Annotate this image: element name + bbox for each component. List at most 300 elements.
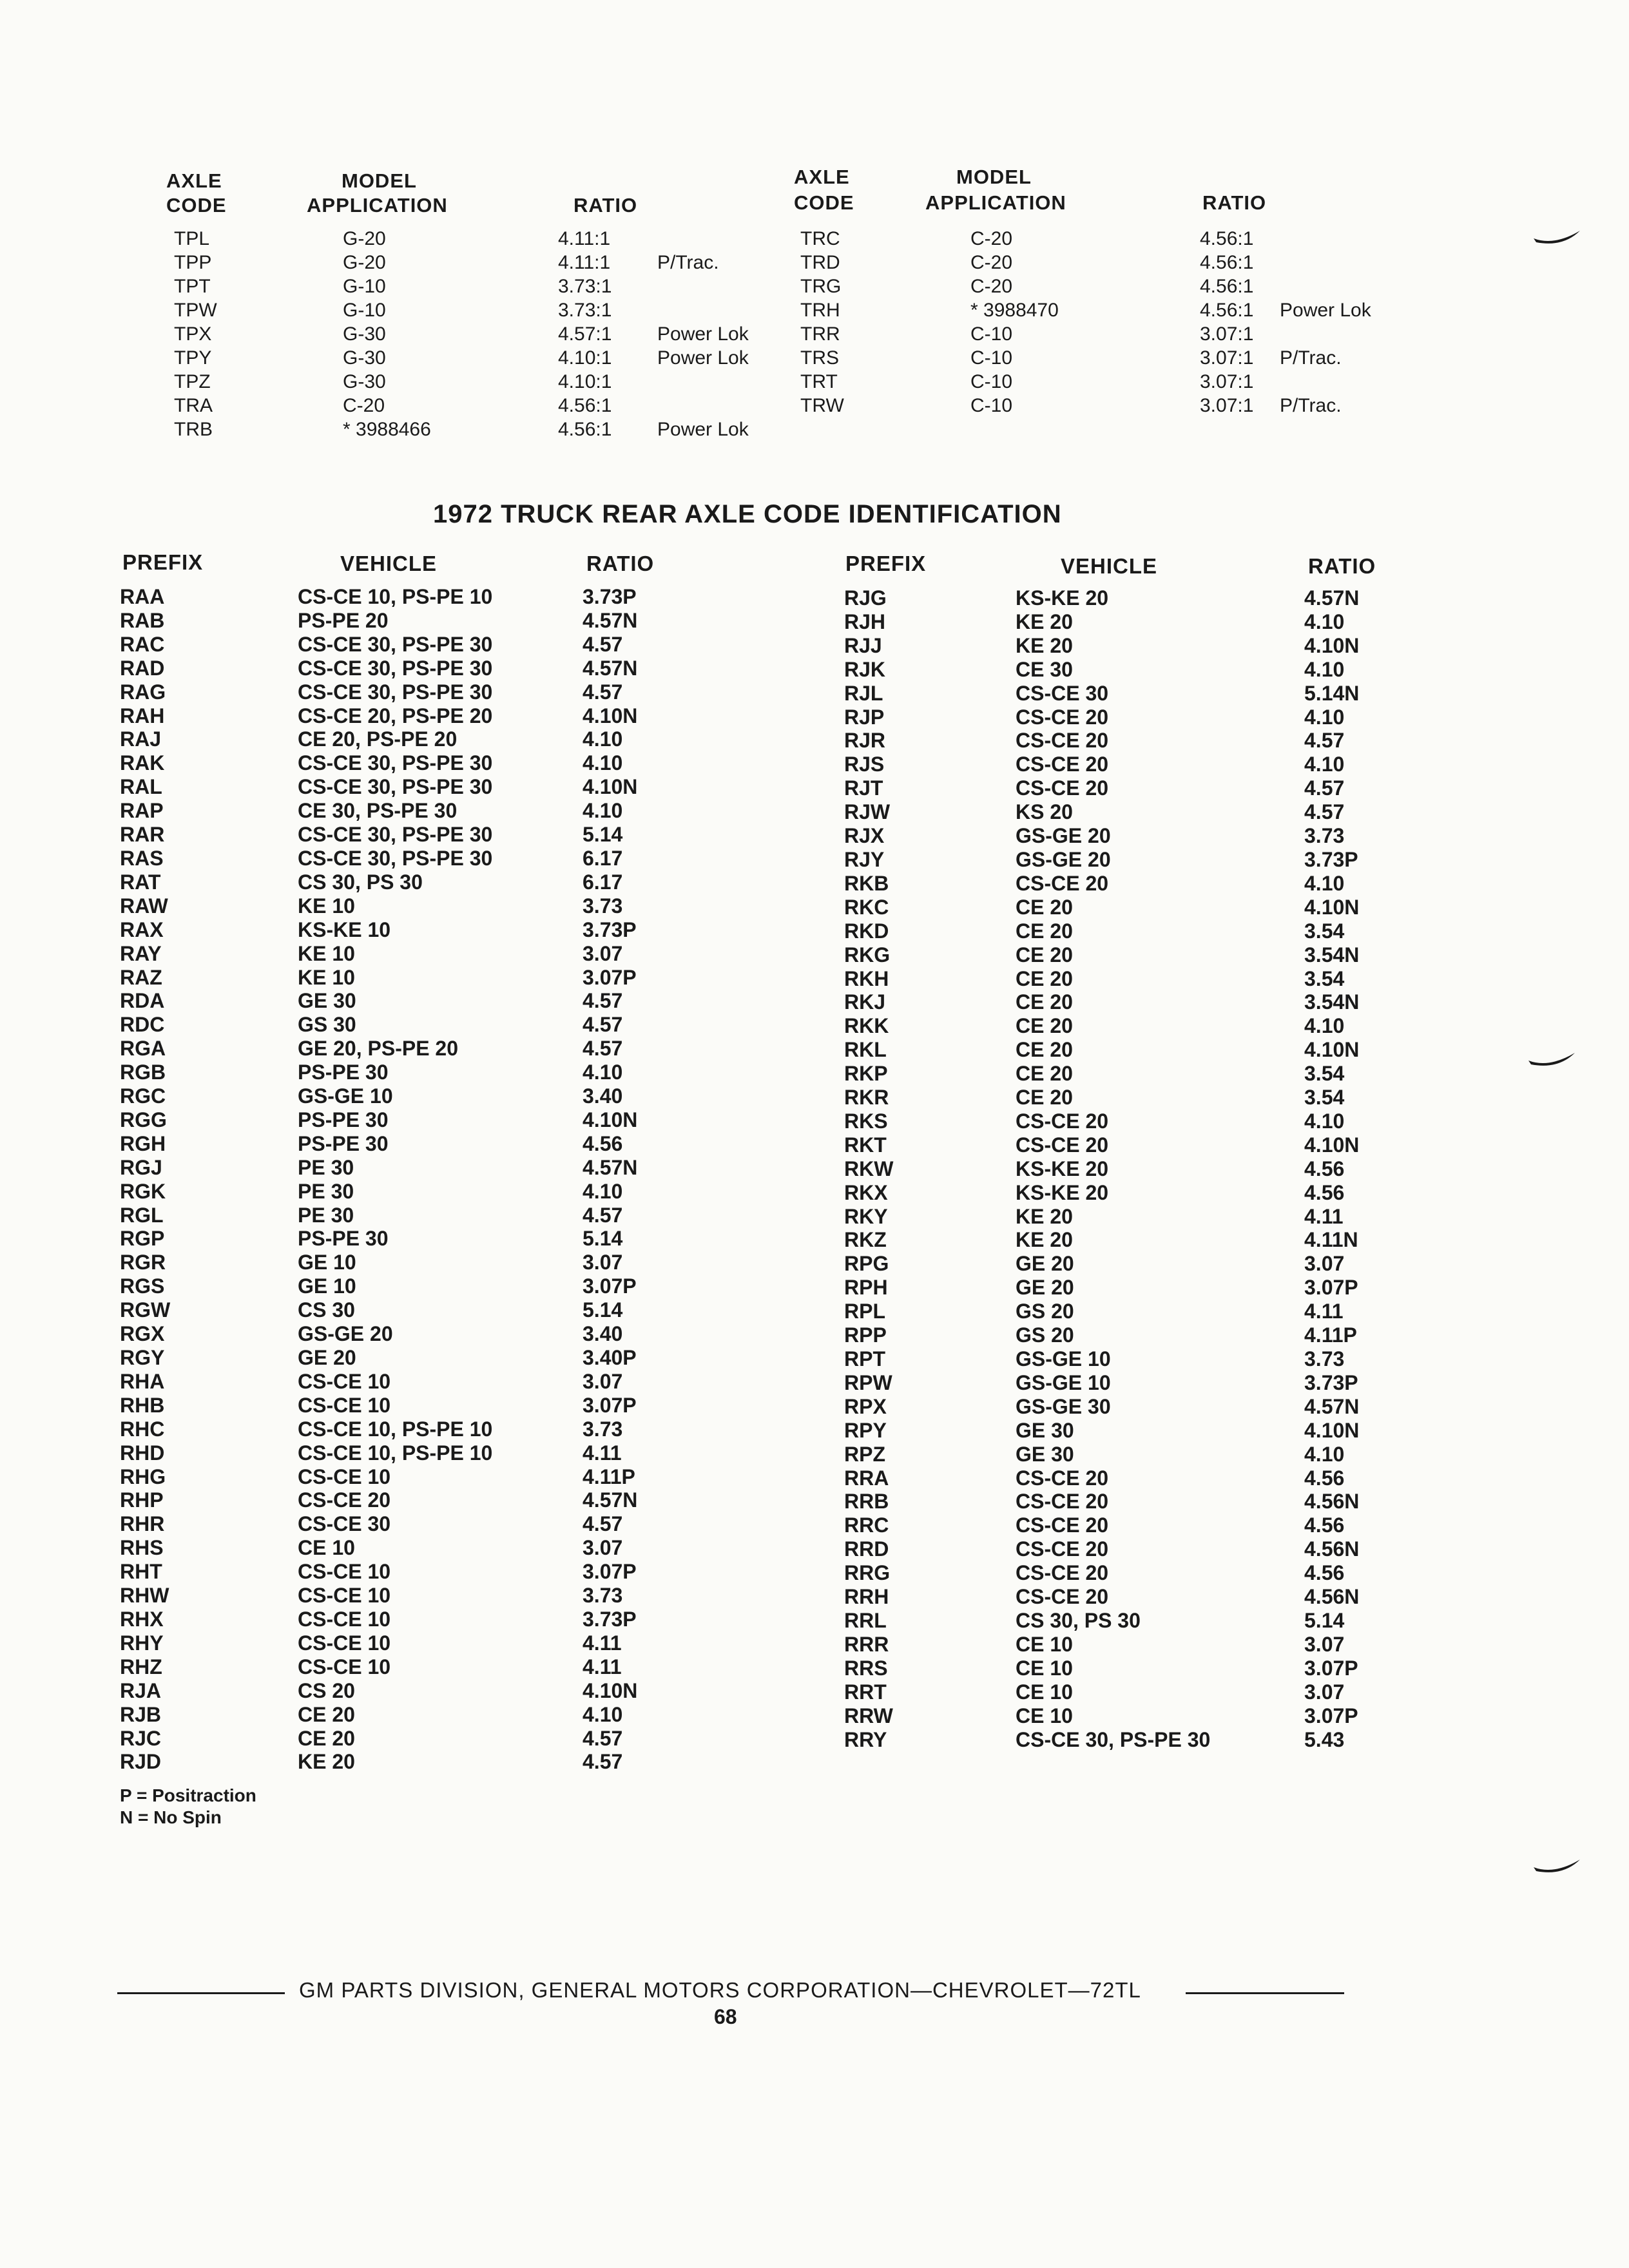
check-mark-icon <box>1531 1856 1583 1884</box>
prefix-cell: RHP <box>120 1488 164 1512</box>
ratio-cell: 6.17 <box>583 870 623 894</box>
vehicle-cell: KE 20 <box>1016 1204 1073 1228</box>
vehicle-cell: CS-CE 30, PS-PE 30 <box>298 632 493 656</box>
ratio-cell: 4.10 <box>1304 1014 1345 1038</box>
prefix-cell: RPY <box>844 1418 887 1442</box>
vehicle-cell: CE 30 <box>1016 657 1073 681</box>
ratio-cell: 4.57N <box>583 656 638 680</box>
axle-code-cell: TRG <box>800 276 842 297</box>
prefix-cell: RGY <box>120 1346 165 1369</box>
vehicle-cell: CE 20 <box>1016 990 1073 1014</box>
vehicle-cell: CE 20, PS-PE 20 <box>298 727 458 751</box>
top-left-model-column <box>343 227 431 441</box>
vehicle-cell: CE 20 <box>1016 966 1073 990</box>
vehicle-cell: CE 30, PS-PE 30 <box>298 799 458 823</box>
prefix-cell: RHX <box>120 1607 164 1631</box>
vehicle-cell: GS-GE 10 <box>298 1084 393 1108</box>
top-right-code-header-line2: CODE <box>794 191 854 214</box>
vehicle-cell: CS-CE 30, PS-PE 30 <box>298 775 493 799</box>
vehicle-cell: GS-GE 20 <box>298 1322 393 1346</box>
vehicle-cell: CS-CE 10 <box>298 1655 391 1678</box>
prefix-cell: RRT <box>844 1680 887 1704</box>
ratio-cell: 3.54 <box>1304 966 1345 990</box>
prefix-cell: RHD <box>120 1441 165 1465</box>
vehicle-cell: CS-CE 10, PS-PE 10 <box>298 585 493 608</box>
vehicle-cell: CS-CE 10 <box>298 1631 391 1655</box>
ratio-cell: 3.54 <box>1304 1062 1345 1086</box>
main-left-vehicle-header: VEHICLE <box>340 552 438 575</box>
vehicle-cell: GS-GE 10 <box>1016 1370 1111 1394</box>
ratio-cell: 4.10 <box>583 1061 623 1084</box>
vehicle-cell: CS-CE 20 <box>1016 1466 1109 1490</box>
main-left-prefix-header: PREFIX <box>122 550 204 574</box>
ratio-cell: 4.10N <box>1304 895 1360 919</box>
vehicle-cell: CS-CE 30, PS-PE 30 <box>298 846 493 870</box>
prefix-cell: RRR <box>844 1632 889 1656</box>
vehicle-cell: KE 10 <box>298 965 355 989</box>
ratio-cell: 4.57N <box>583 608 638 632</box>
ratio-cell: 3.07P <box>583 965 637 989</box>
model-application-cell: * 3988466 <box>343 419 431 440</box>
prefix-cell: RHS <box>120 1536 164 1560</box>
vehicle-cell: PS-PE 30 <box>298 1061 389 1084</box>
vehicle-cell: CS-CE 20 <box>1016 1109 1109 1133</box>
vehicle-cell: CS-CE 20 <box>1016 776 1109 800</box>
ratio-cell: 4.11 <box>583 1441 622 1465</box>
prefix-cell: RKD <box>844 919 889 943</box>
ratio-cell: 3.73 <box>583 1584 623 1608</box>
ratio-cell: 3.40 <box>583 1084 623 1108</box>
ratio-cell: 4.10N <box>583 1678 638 1702</box>
ratio-cell: 3.07 <box>583 1369 623 1393</box>
ratio-cell: 4.10 <box>1304 705 1345 729</box>
ratio-cell: 4.10 <box>1304 753 1345 776</box>
ratio-cell: 3.73P <box>1304 1370 1358 1394</box>
ratio-cell: 4.57:1 <box>558 323 612 345</box>
vehicle-cell: CS-CE 10 <box>298 1393 391 1417</box>
prefix-cell: RRB <box>844 1490 889 1514</box>
ratio-cell: 4.57 <box>1304 800 1345 824</box>
vehicle-cell: PE 30 <box>298 1179 354 1203</box>
prefix-cell: RGJ <box>120 1155 162 1179</box>
vehicle-cell: CE 10 <box>1016 1704 1073 1727</box>
axle-code-cell: TRA <box>174 395 213 416</box>
vehicle-cell: CS-CE 30 <box>298 1512 391 1536</box>
prefix-cell: RJS <box>844 753 885 776</box>
vehicle-cell: CE 20 <box>1016 1014 1073 1038</box>
ratio-cell: 4.10 <box>1304 871 1345 895</box>
prefix-cell: RAR <box>120 823 165 847</box>
ratio-cell: 4.57N <box>583 1488 638 1512</box>
top-left-model-header-line1: MODEL <box>342 169 417 192</box>
ratio-cell: 3.73 <box>1304 824 1345 848</box>
prefix-cell: RPP <box>844 1323 887 1347</box>
vehicle-cell: GS-GE 20 <box>1016 824 1111 848</box>
prefix-cell: RPH <box>844 1276 888 1300</box>
model-application-cell: C-20 <box>343 395 385 416</box>
ratio-cell: 4.11:1 <box>558 252 611 273</box>
top-right-model-header-line2: APPLICATION <box>925 191 1066 214</box>
ratio-cell: 5.14 <box>1304 1608 1345 1632</box>
ratio-cell: 4.57 <box>583 989 623 1013</box>
vehicle-cell: GS 20 <box>1016 1323 1074 1347</box>
vehicle-cell: CS-CE 30, PS-PE 30 <box>298 656 493 680</box>
footer-text: GM PARTS DIVISION, GENERAL MOTORS CORPORATION—CHEVROLET—72TL <box>299 1978 1141 2002</box>
vehicle-cell: CS-CE 30, PS-PE 30 <box>298 823 493 847</box>
vehicle-cell: CS-CE 10 <box>298 1607 391 1631</box>
vehicle-cell: CS-CE 20 <box>1016 1133 1109 1157</box>
prefix-cell: RGA <box>120 1037 166 1061</box>
vehicle-cell: CS-CE 20 <box>1016 1537 1109 1561</box>
model-application-cell: G-10 <box>343 300 386 321</box>
prefix-cell: RHG <box>120 1465 166 1488</box>
vehicle-cell: KE 10 <box>298 894 355 918</box>
prefix-cell: RKH <box>844 966 889 990</box>
ratio-cell: 3.73P <box>583 585 637 608</box>
ratio-cell: 4.56 <box>1304 1561 1345 1585</box>
prefix-cell: RRW <box>844 1704 893 1727</box>
prefix-cell: RJA <box>120 1678 162 1702</box>
vehicle-cell: CS-CE 10, PS-PE 10 <box>298 1417 493 1441</box>
vehicle-cell: GE 20 <box>1016 1252 1074 1276</box>
prefix-cell: RKS <box>844 1109 888 1133</box>
prefix-cell: RPL <box>844 1300 885 1323</box>
vehicle-cell: CE 20 <box>1016 895 1073 919</box>
ratio-cell: 3.73:1 <box>558 300 612 321</box>
prefix-cell: RAC <box>120 632 165 656</box>
ratio-cell: 3.07 <box>1304 1252 1345 1276</box>
prefix-cell: RPT <box>844 1347 885 1370</box>
axle-code-cell: TPL <box>174 228 210 249</box>
main-right-ratio-column <box>1304 586 1359 1751</box>
prefix-cell: RAS <box>120 846 164 870</box>
note-cell <box>657 394 749 418</box>
vehicle-cell: GS-GE 20 <box>1016 847 1111 871</box>
prefix-cell: RJY <box>844 847 885 871</box>
ratio-cell: 4.56:1 <box>1200 300 1254 321</box>
note-cell <box>1280 251 1371 274</box>
axle-code-cell: TRH <box>800 300 840 321</box>
note-cell: Power Lok <box>657 347 749 369</box>
vehicle-cell: CS-CE 20 <box>298 1488 391 1512</box>
ratio-cell: 3.07P <box>583 1274 637 1298</box>
ratio-cell: 3.73 <box>583 894 623 918</box>
prefix-cell: RPW <box>844 1370 892 1394</box>
model-application-cell: G-30 <box>343 347 386 369</box>
prefix-cell: RHW <box>120 1584 169 1608</box>
top-left-code-header-line1: AXLE <box>166 169 222 192</box>
ratio-cell: 3.07P <box>1304 1656 1358 1680</box>
vehicle-cell: CE 20 <box>1016 919 1073 943</box>
top-left-ratio-column <box>558 227 612 441</box>
vehicle-cell: CS-CE 10 <box>298 1369 391 1393</box>
main-left-ratio-header: RATIO <box>586 552 655 575</box>
ratio-cell: 3.73P <box>583 918 637 941</box>
ratio-cell: 3.07:1 <box>1200 323 1254 345</box>
axle-code-cell: TRD <box>800 252 840 273</box>
note-cell: Power Lok <box>1280 300 1371 321</box>
ratio-cell: 4.11 <box>1304 1300 1344 1323</box>
ratio-cell: 4.57 <box>1304 776 1345 800</box>
ratio-cell: 4.56:1 <box>1200 276 1254 297</box>
ratio-cell: 4.57 <box>1304 729 1345 753</box>
ratio-cell: 4.57 <box>583 1750 623 1774</box>
axle-code-cell: TPY <box>174 347 212 369</box>
ratio-cell: 4.11N <box>1304 1228 1358 1252</box>
vehicle-cell: PS-PE 30 <box>298 1108 389 1131</box>
ratio-cell: 4.10 <box>583 1179 623 1203</box>
note-cell: P/Trac. <box>1280 347 1342 369</box>
prefix-cell: RAH <box>120 704 165 727</box>
model-application-cell: G-20 <box>343 228 386 249</box>
vehicle-cell: CE 20 <box>1016 1038 1073 1062</box>
check-mark-icon <box>1531 227 1583 255</box>
ratio-cell: 3.07P <box>1304 1704 1358 1727</box>
note-cell <box>657 227 749 251</box>
prefix-cell: RAP <box>120 799 164 823</box>
top-right-code-column <box>800 227 844 418</box>
top-left-code-column <box>174 227 217 441</box>
ratio-cell: 3.07 <box>583 1536 623 1560</box>
note-cell <box>657 274 749 298</box>
prefix-cell: RGX <box>120 1322 165 1346</box>
vehicle-cell: CS-CE 20 <box>1016 1514 1109 1537</box>
axle-code-cell: TPT <box>174 276 211 297</box>
ratio-cell: 3.07:1 <box>1200 347 1254 369</box>
ratio-cell: 4.57 <box>583 1726 623 1750</box>
prefix-cell: RKC <box>844 895 889 919</box>
ratio-cell: 6.17 <box>583 846 623 870</box>
prefix-cell: RJR <box>844 729 886 753</box>
ratio-cell: 3.07P <box>583 1393 637 1417</box>
prefix-cell: RAX <box>120 918 164 941</box>
vehicle-cell: CE 10 <box>1016 1656 1073 1680</box>
ratio-cell: 4.57 <box>583 1013 623 1037</box>
prefix-cell: RGS <box>120 1274 165 1298</box>
vehicle-cell: CS-CE 10, PS-PE 10 <box>298 1441 493 1465</box>
ratio-cell: 4.56:1 <box>558 419 612 440</box>
vehicle-cell: CS-CE 20, PS-PE 20 <box>298 704 493 727</box>
prefix-cell: RKT <box>844 1133 887 1157</box>
prefix-cell: RRS <box>844 1656 888 1680</box>
ratio-cell: 3.07 <box>583 941 623 965</box>
check-mark-icon <box>1526 1049 1577 1077</box>
ratio-cell: 4.11P <box>583 1465 635 1488</box>
axle-code-cell: TRC <box>800 228 840 249</box>
vehicle-cell: CS-CE 20 <box>1016 729 1109 753</box>
vehicle-cell: CE 20 <box>298 1726 355 1750</box>
ratio-cell: 3.07 <box>583 1251 623 1274</box>
ratio-cell: 4.11:1 <box>558 228 611 249</box>
ratio-cell: 3.73P <box>1304 847 1358 871</box>
prefix-cell: RPG <box>844 1252 889 1276</box>
note-cell <box>657 298 749 322</box>
ratio-cell: 3.54 <box>1304 1086 1345 1110</box>
prefix-cell: RHA <box>120 1369 165 1393</box>
axle-code-cell: TPW <box>174 300 217 321</box>
ratio-cell: 4.56 <box>1304 1514 1345 1537</box>
prefix-cell: RRC <box>844 1514 889 1537</box>
prefix-cell: RKJ <box>844 990 886 1014</box>
prefix-cell: RJH <box>844 610 886 633</box>
axle-code-cell: TRW <box>800 395 844 416</box>
vehicle-cell: CS-CE 20 <box>1016 1490 1109 1514</box>
ratio-cell: 4.10N <box>1304 633 1360 657</box>
prefix-cell: RHC <box>120 1417 165 1441</box>
prefix-cell: RAY <box>120 941 162 965</box>
ratio-cell: 4.10 <box>583 727 623 751</box>
footer-rule-right <box>1186 1992 1344 1994</box>
prefix-cell: RKZ <box>844 1228 887 1252</box>
vehicle-cell: GE 10 <box>298 1274 356 1298</box>
prefix-cell: RGP <box>120 1227 165 1251</box>
prefix-cell: RRG <box>844 1561 891 1585</box>
main-left-prefix-column <box>120 585 170 1774</box>
prefix-cell: RJX <box>844 824 885 848</box>
prefix-cell: RJB <box>120 1702 162 1726</box>
prefix-cell: RJG <box>844 586 887 610</box>
prefix-cell: RKW <box>844 1157 894 1180</box>
vehicle-cell: CS-CE 20 <box>1016 705 1109 729</box>
model-application-cell: C-20 <box>970 276 1013 297</box>
vehicle-cell: GS-GE 30 <box>1016 1394 1111 1418</box>
note-cell <box>1280 370 1371 394</box>
axle-code-cell: TRS <box>800 347 839 369</box>
vehicle-cell: CE 20 <box>1016 1062 1073 1086</box>
prefix-cell: RAD <box>120 656 165 680</box>
vehicle-cell: PS-PE 30 <box>298 1131 389 1155</box>
axle-code-cell: TPX <box>174 323 212 345</box>
note-cell: Power Lok <box>657 419 749 440</box>
prefix-cell: RKL <box>844 1038 887 1062</box>
vehicle-cell: CS-CE 30, PS-PE 30 <box>298 680 493 704</box>
vehicle-cell: CS-CE 20 <box>1016 753 1109 776</box>
top-right-ratio-column <box>1200 227 1253 418</box>
vehicle-cell: CS-CE 20 <box>1016 1585 1109 1609</box>
top-right-note-column <box>1280 227 1371 418</box>
prefix-cell: RGH <box>120 1131 166 1155</box>
note-cell <box>1280 274 1371 298</box>
vehicle-cell: CE 20 <box>1016 943 1073 966</box>
ratio-cell: 4.10 <box>1304 1442 1345 1466</box>
model-application-cell: G-30 <box>343 323 386 345</box>
prefix-cell: RKR <box>844 1086 889 1110</box>
prefix-cell: RAZ <box>120 965 162 989</box>
prefix-cell: RJP <box>844 705 885 729</box>
ratio-cell: 3.40P <box>583 1346 637 1369</box>
prefix-cell: RGC <box>120 1084 166 1108</box>
top-right-code-header-line1: AXLE <box>794 166 850 188</box>
ratio-cell: 4.56 <box>583 1131 623 1155</box>
ratio-cell: 3.73 <box>583 1417 623 1441</box>
prefix-cell: RJK <box>844 657 886 681</box>
note-cell <box>1280 322 1371 346</box>
prefix-cell: RJD <box>120 1750 162 1774</box>
model-application-cell: * 3988470 <box>970 300 1059 321</box>
prefix-cell: RHB <box>120 1393 165 1417</box>
ratio-cell: 4.56 <box>1304 1180 1345 1204</box>
ratio-cell: 5.14 <box>583 1227 623 1251</box>
vehicle-cell: GE 20 <box>1016 1276 1074 1300</box>
prefix-cell: RAG <box>120 680 166 704</box>
vehicle-cell: GS 20 <box>1016 1300 1074 1323</box>
vehicle-cell: CE 10 <box>298 1536 355 1560</box>
main-right-prefix-header: PREFIX <box>845 552 927 575</box>
prefix-cell: RRL <box>844 1608 887 1632</box>
ratio-cell: 5.14 <box>583 823 623 847</box>
axle-code-cell: TRT <box>800 371 838 392</box>
ratio-cell: 4.10 <box>1304 610 1345 633</box>
ratio-cell: 5.14 <box>583 1298 623 1322</box>
vehicle-cell: CS 30, PS 30 <box>298 870 423 894</box>
prefix-cell: RGR <box>120 1251 166 1274</box>
ratio-cell: 5.43 <box>1304 1727 1345 1751</box>
prefix-cell: RJW <box>844 800 891 824</box>
ratio-cell: 4.10:1 <box>558 347 612 369</box>
model-application-cell: G-30 <box>343 371 386 392</box>
ratio-cell: 4.56N <box>1304 1537 1360 1561</box>
axle-code-cell: TPP <box>174 252 212 273</box>
prefix-cell: RGB <box>120 1061 166 1084</box>
prefix-cell: RAJ <box>120 727 162 751</box>
model-application-cell: C-20 <box>970 228 1013 249</box>
vehicle-cell: CS 30 <box>298 1298 355 1322</box>
top-left-note-column <box>657 227 749 441</box>
ratio-cell: 4.56 <box>1304 1466 1345 1490</box>
vehicle-cell: GE 10 <box>298 1251 356 1274</box>
ratio-cell: 3.73P <box>583 1607 637 1631</box>
vehicle-cell: GE 20, PS-PE 20 <box>298 1037 459 1061</box>
main-right-prefix-column <box>844 586 893 1751</box>
prefix-cell: RKB <box>844 871 889 895</box>
vehicle-cell: KS-KE 20 <box>1016 586 1109 610</box>
vehicle-cell: GS 30 <box>298 1013 356 1037</box>
legend-no-spin: N = No Spin <box>120 1807 222 1827</box>
ratio-cell: 4.56N <box>1304 1490 1360 1514</box>
prefix-cell: RGG <box>120 1108 167 1131</box>
prefix-cell: RGK <box>120 1179 166 1203</box>
vehicle-cell: CE 10 <box>1016 1680 1073 1704</box>
vehicle-cell: KS-KE 10 <box>298 918 391 941</box>
ratio-cell: 3.40 <box>583 1322 623 1346</box>
prefix-cell: RJL <box>844 681 883 705</box>
vehicle-cell: KS-KE 20 <box>1016 1157 1109 1180</box>
prefix-cell: RAK <box>120 751 165 775</box>
note-cell <box>657 370 749 394</box>
ratio-cell: 5.14N <box>1304 681 1360 705</box>
model-application-cell: C-10 <box>970 347 1013 369</box>
ratio-cell: 4.11 <box>583 1631 622 1655</box>
vehicle-cell: CS-CE 10 <box>298 1584 391 1608</box>
top-right-model-header-line1: MODEL <box>956 166 1032 188</box>
vehicle-cell: KE 20 <box>1016 633 1073 657</box>
ratio-cell: 4.56:1 <box>1200 228 1254 249</box>
model-application-cell: C-10 <box>970 395 1013 416</box>
ratio-cell: 4.56:1 <box>558 395 612 416</box>
vehicle-cell: PE 30 <box>298 1155 354 1179</box>
ratio-cell: 4.57 <box>583 1512 623 1536</box>
main-left-vehicle-column <box>298 585 492 1774</box>
main-left-ratio-column <box>583 585 637 1774</box>
ratio-cell: 4.57 <box>583 632 623 656</box>
vehicle-cell: GS-GE 10 <box>1016 1347 1111 1370</box>
vehicle-cell: KE 20 <box>1016 610 1073 633</box>
prefix-cell: RDA <box>120 989 165 1013</box>
vehicle-cell: CE 20 <box>1016 1086 1073 1110</box>
footer-rule-left <box>117 1992 285 1994</box>
vehicle-cell: GE 30 <box>1016 1418 1074 1442</box>
page-title: 1972 TRUCK REAR AXLE CODE IDENTIFICATION <box>433 500 1062 528</box>
